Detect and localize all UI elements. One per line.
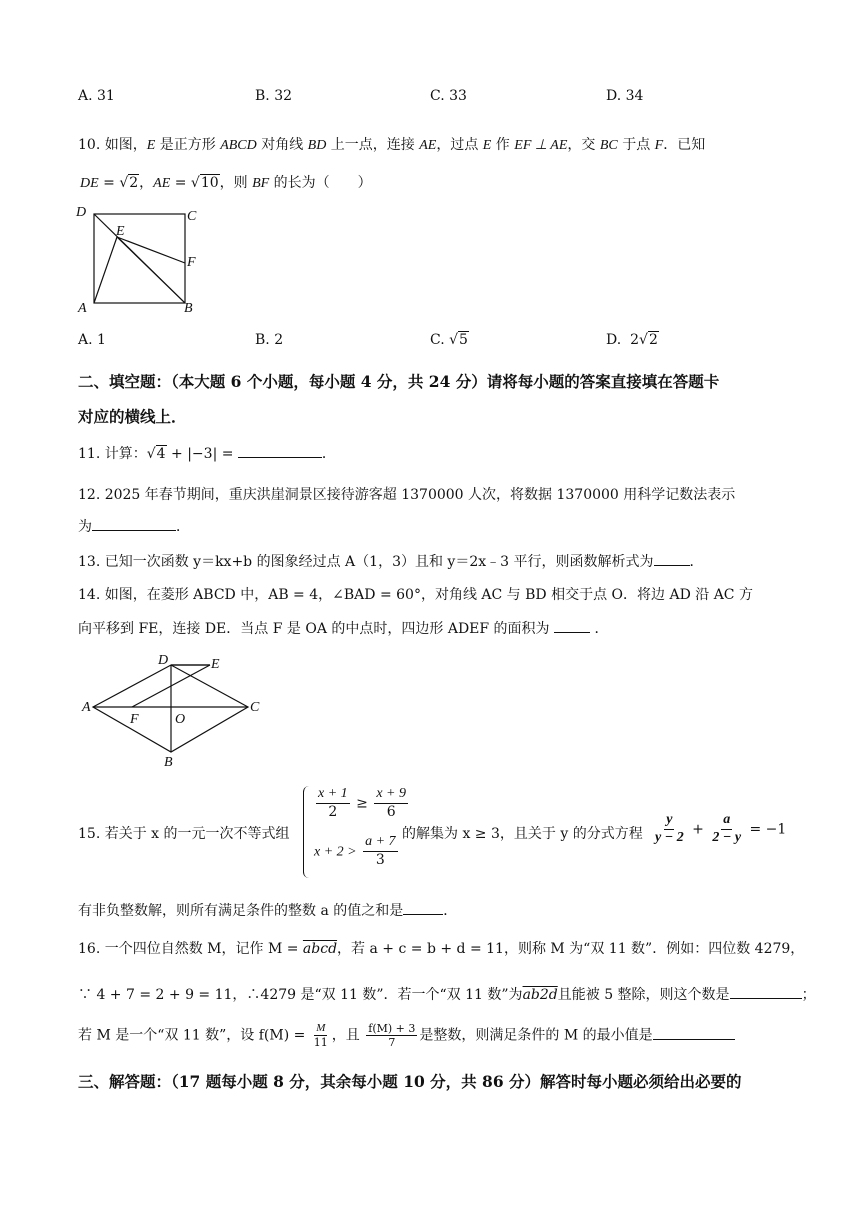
q12-answer-blank: [92, 516, 176, 531]
q11: 11. 计算：√4 + |−3| = ．: [78, 443, 336, 463]
label-e: E: [211, 657, 220, 672]
q10-option-c: C. √5: [430, 332, 468, 348]
q10-square-figure: [74, 202, 204, 316]
q15-pre: 15. 若关于 x 的一元一次不等式组: [78, 826, 290, 842]
q14-line1: 14. 如图，在菱形 ABCD 中，AB = 4，∠BAD = 60°，对角线 AC 与 BD 相交于点 O．将边 AD 沿 AC 方: [78, 587, 753, 603]
label-c: C: [187, 209, 197, 224]
q9-option-d: D. 34: [606, 88, 644, 104]
q16-answer-blank-1: [730, 984, 802, 999]
q15-inequality-system: [303, 786, 406, 878]
q10-option-a: A. 1: [78, 332, 106, 348]
section3-heading: 三、解答题：（17 题每小题 8 分，其余每小题 10 分，共 86 分）解答时每小题必须给出必要的: [78, 1072, 742, 1091]
q15-row2: x + 2 > $\frac{a + 7}{3}$: [314, 834, 396, 868]
section2-heading-line2: 对应的横线上．: [78, 407, 187, 426]
segment-eb: [117, 237, 185, 303]
label-c: C: [250, 700, 260, 715]
label-f: F: [187, 255, 196, 270]
q14-rhombus-figure: [80, 650, 270, 772]
label-d: D: [158, 653, 169, 668]
label-b: B: [184, 301, 193, 316]
q15-answer-blank: [403, 900, 443, 915]
q16-line2: ∵ 4 + 7 = 2 + 9 = 11，∴4279 是“双 11 数”．若一个“双 11 数”为ab2d且能被 5 整除，则这个数是 ；: [78, 984, 816, 1004]
q16-line1: 16. 一个四位自然数 M，记作 M = abcd，若 a + c = b + d = 11，则称 M 为“双 11 数”．例如：四位数 4279，: [78, 941, 805, 957]
q16-answer-blank-2: [653, 1025, 735, 1040]
q9-option-a: A. 31: [78, 88, 115, 104]
label-o: O: [175, 712, 186, 727]
q13-answer-blank: [654, 551, 690, 566]
q10-line1: 10. 如图，E 是正方形 ABCD 对角线 BD 上一点，连接 AE，过点 E 作 EF ⊥ AE，交 BC 于点 F．已知: [78, 137, 706, 153]
q15-line2: 有非负整数解，则所有满足条件的整数 a 的值之和是 ．: [78, 900, 457, 920]
segment-ae: [94, 237, 117, 303]
q12-line1: 12. 2025 年春节期间，重庆洪崖洞景区接待游客超 1370000 人次，将数据 1370000 用科学记数法表示: [78, 487, 736, 503]
q10-line2: DE = √2，AE = √10，则 BF 的长为（ ）: [80, 175, 372, 191]
label-f: F: [130, 712, 139, 727]
q11-answer-blank: [238, 443, 322, 458]
label-e: E: [116, 224, 125, 239]
q9-option-b: B. 32: [255, 88, 293, 104]
label-d: D: [76, 205, 87, 220]
q12-line2: 为 ．: [78, 516, 190, 536]
q15-mid: 的解集为 x ≥ 3，且关于 y 的分式方程: [402, 826, 643, 842]
q10-option-d: D. 2√2: [606, 332, 658, 348]
label-a: A: [82, 700, 91, 715]
q9-option-c: C. 33: [430, 88, 467, 104]
q13: 13. 已知一次函数 y＝kx+b 的图象经过点 A（1，3）且和 y＝2x﹣3 平行，则函数解析式为 ．: [78, 551, 704, 571]
q10-option-b: B. 2: [255, 332, 284, 348]
q15-fraction-equation: $\frac{y}{y - 2}$ + $\frac{a}{2 - y}$ = −1: [655, 812, 787, 845]
q14-answer-blank: [554, 618, 590, 633]
label-b: B: [164, 755, 173, 770]
q16-line3: 若 M 是一个“双 11 数”，设 f(M) = $\frac{M}{11}$ ，且 $\frac{f(M) + 3}{7}$ 是整数，则满足条件的 M 的最小值是: [78, 1022, 735, 1049]
q15-row1: $\frac{x + 1}{2}$ ≥ $\frac{x + 9}{6}$: [318, 786, 406, 820]
segment-ef: [117, 237, 185, 263]
q14-line2: 向平移到 FE，连接 DE．当点 F 是 OA 的中点时，四边形 ADEF 的面积为 ．: [78, 618, 608, 638]
label-a: A: [78, 301, 87, 316]
section2-heading-line1: 二、填空题：（本大题 6 个小题，每小题 4 分，共 24 分）请将每小题的答案直接填在答题卡: [78, 372, 720, 391]
